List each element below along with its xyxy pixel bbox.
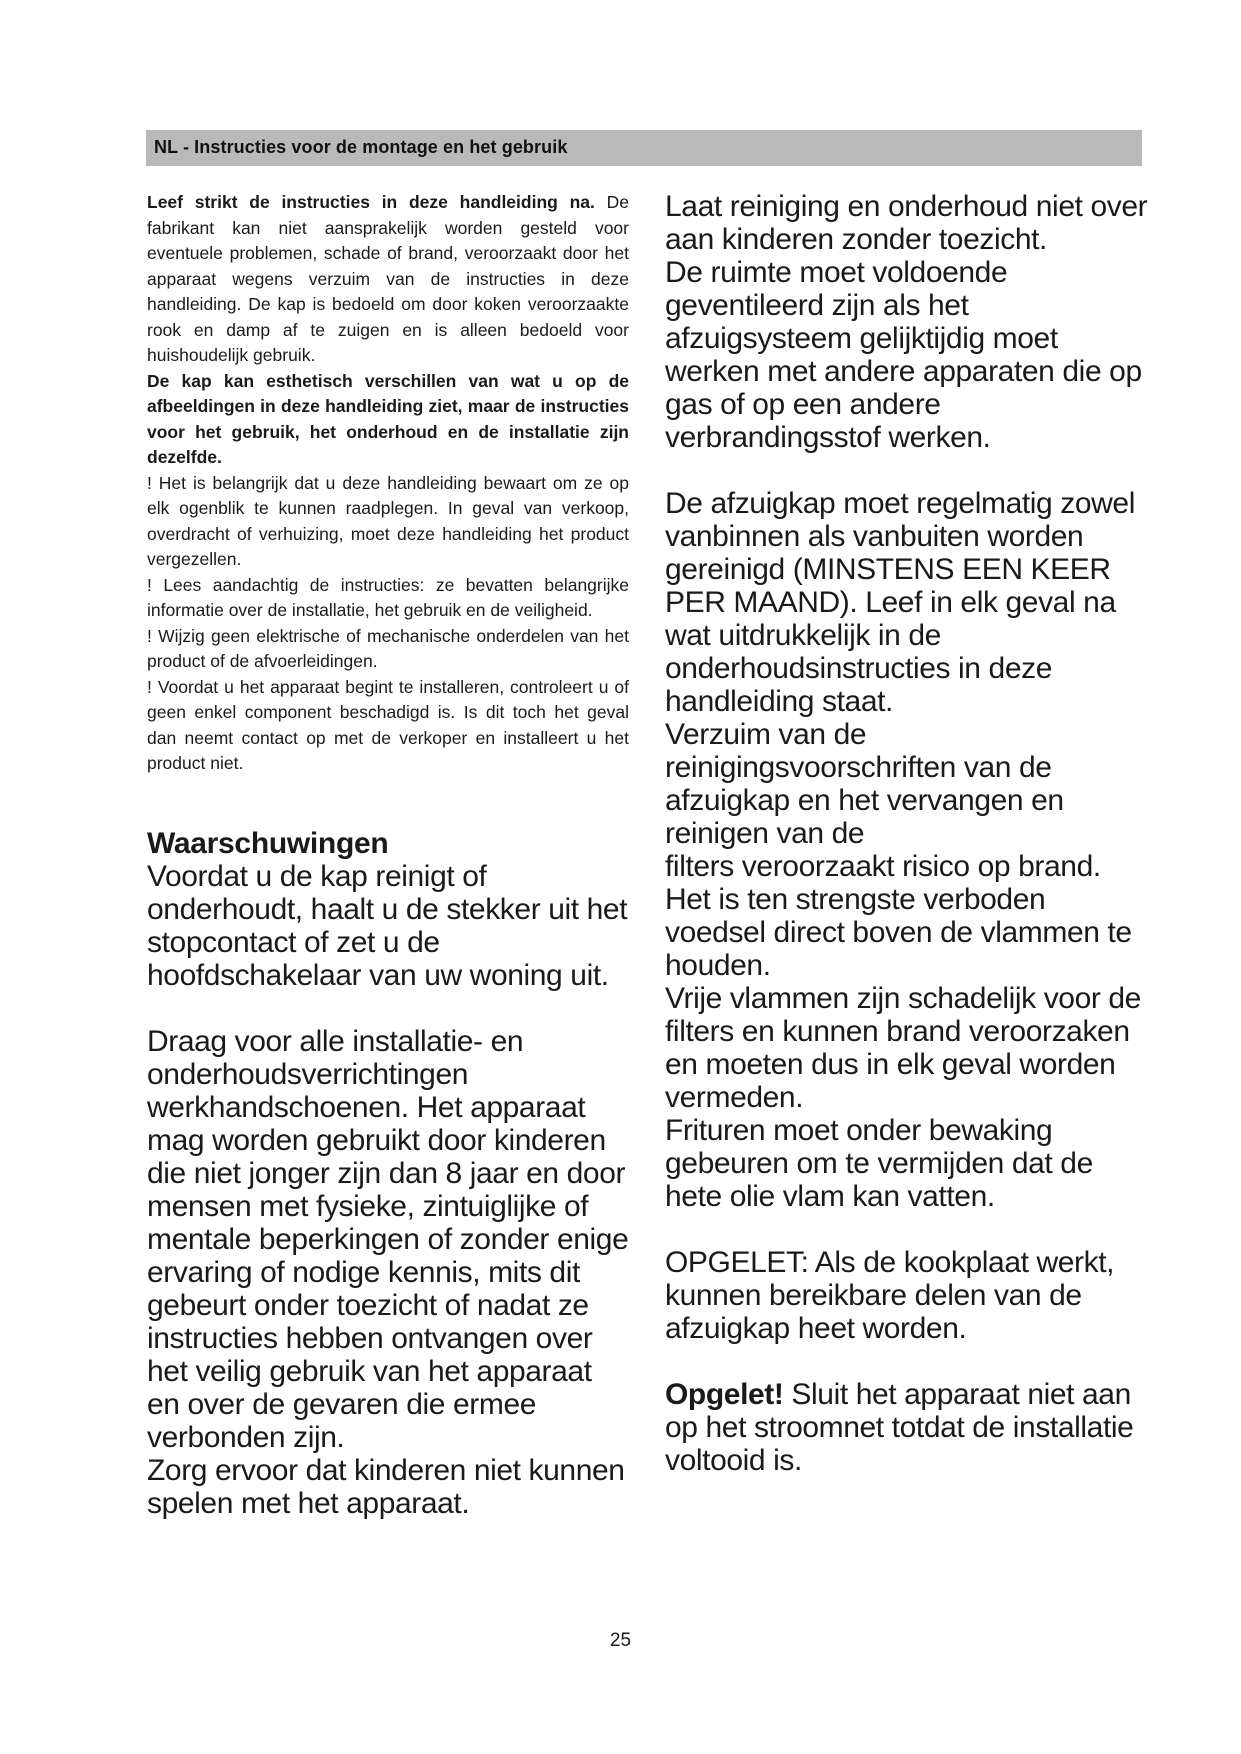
regular-cleaning: De afzuigkap moet regelmatig zowel vanbinnen als vanbuiten worden gereinigd (MINSTENS EEN KEER PER MAAND). Leef in elk geval na wat uitdrukkelijk in de onderhoudsinstructies in deze handleiding staat. [665, 487, 1135, 718]
connect-warning: Opgelet! Sluit het apparaat niet aan op het stroomnet totdat de installatie voltooid is. [665, 1378, 1134, 1477]
cleaning-children: Laat reiniging en onderhoud niet over aan kinderen zonder toezicht. [665, 190, 1148, 256]
section-header: NL - Instructies voor de montage en het gebruik [146, 130, 1142, 166]
warning-unplug: Voordat u de kap reinigt of onderhoudt, haalt u de stekker uit het stopcontact of zet u de hoofdschakelaar van uw woning uit. [147, 859, 628, 992]
frying-supervision: Frituren moet onder bewaking gebeuren om te vermijden dat de hete olie vlam kan vatten. [665, 1114, 1093, 1213]
appearance-note: De kap kan esthetisch verschillen van wat u op de afbeeldingen in deze handleiding ziet, maar de instructies voor het gebruik, het onderhoud en de installatie zijn dezelfde. [147, 370, 629, 467]
hot-parts-warning: OPGELET: Als de kookplaat werkt, kunnen bereikbare delen van de afzuigkap heet worden. [665, 1246, 1115, 1345]
open-flames: Vrije vlammen zijn schadelijk voor de filters en kunnen brand veroorzaken en moeten dus in elk geval worden vermeden. [665, 982, 1141, 1114]
read-instructions-note: ! Lees aandachtig de instructies: ze bevatten belangrijke informatie over de installatie, het gebruik en de veiligheid. [147, 574, 629, 620]
warning-gloves-children: Draag voor alle installatie- en onderhoudsverrichtingen werkhandschoenen. Het apparaat mag worden gebruikt door kinderen die niet jonger zijn dan 8 jaar en door mensen met fysieke, zintuiglijke of mentale beperkingen of zonder enige ervaring of nodige kennis, mits dit gebeurt onder toezicht of nadat ze instructies hebben ontvangen over het veilig gebruik van het apparaat en over de gevaren die ermee verbonden zijn. [147, 1024, 629, 1454]
right-column [665, 190, 1153, 1477]
ventilation-note: De ruimte moet voldoende geventileerd zijn als het afzuigsysteem gelijktijdig moet werken met andere apparaten die op gas of op een andere verbrandingsstof werken. [665, 256, 1142, 454]
intro-paragraph: Leef strikt de instructies in deze handleiding na. De fabrikant kan niet aansprakelijk worden gesteld voor eventuele problemen, schade of brand, veroorzaakt door het apparaat wegens verzuim van de instructies in deze handleiding. De kap is bedoeld om door koken veroorzaakte rook en damp af te zuigen en is alleen bedoeld voor huishoudelijk gebruik. [147, 192, 629, 365]
warning-children-play: Zorg ervoor dat kinderen niet kunnen spelen met het apparaat. [147, 1453, 625, 1520]
no-modification-note: ! Wijzig geen elektrische of mechanische onderdelen van het product of de afvoerleidingen. [147, 625, 629, 671]
cleaning-neglect: Verzuim van de reinigingsvoorschriften van de afzuigkap en het vervangen en reinigen van de [665, 718, 1064, 850]
intro-instructions [147, 190, 629, 777]
keep-manual-note: ! Het is belangrijk dat u deze handleiding bewaart om ze op elk ogenblik te kunnen raadplegen. In geval van verkoop, overdracht of verhuizing, moet deze handleiding het product vergezellen. [147, 472, 629, 569]
warnings-heading: Waarschuwingen [147, 826, 389, 860]
fire-risk: filters veroorzaakt risico op brand. [665, 850, 1101, 883]
check-damage-note: ! Voordat u het apparaat begint te installeren, controleert u of geen enkel component beschadigd is. Is dit toch het geval dan neemt contact op met de verkoper en installeert u het product niet. [147, 676, 629, 773]
warnings-text [147, 860, 629, 1520]
left-column [147, 190, 629, 1520]
no-flambe: Het is ten strengste verboden voedsel direct boven de vlammen te houden. [665, 883, 1132, 982]
page-number: 25 [609, 1630, 632, 1651]
